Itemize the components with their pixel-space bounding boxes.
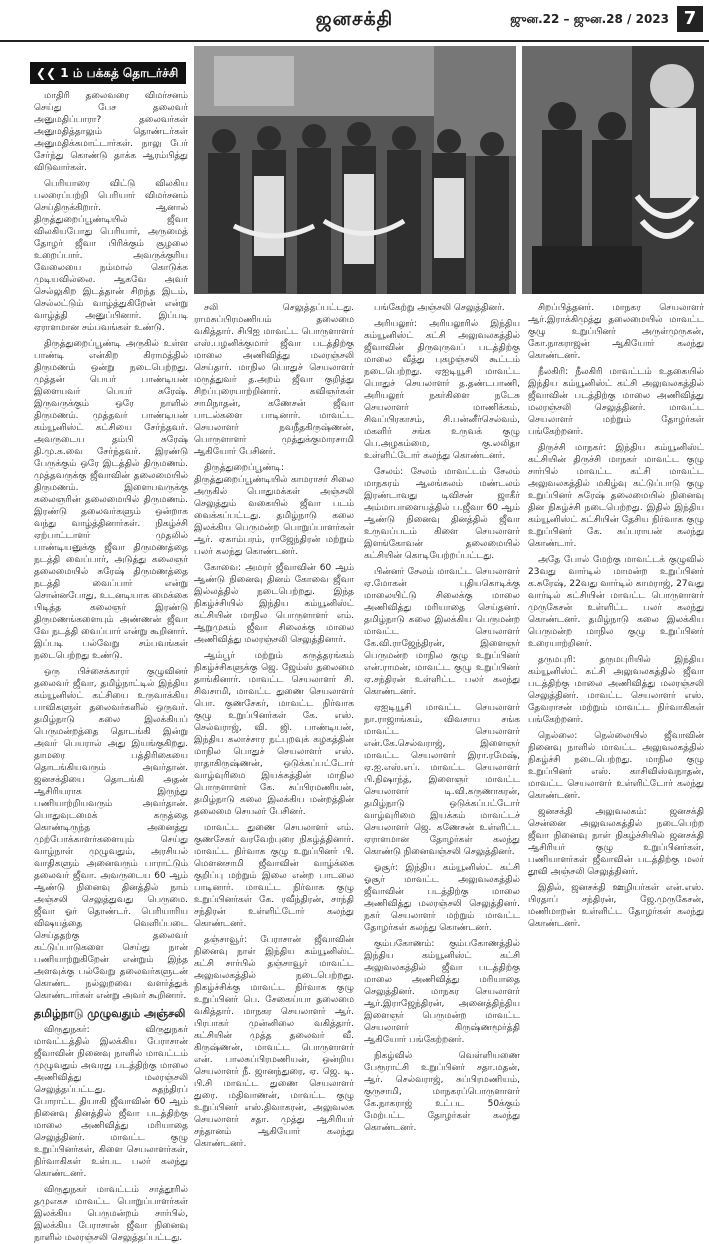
paragraph: நீலகிரி: நீலகிரி மாவட்டம் உதகையில் இந்திய கம்யூனிஸ்ட் கட்சி அலுவலகத்தில் ஜீவாவின் படத்திற்கு மாலை அணிவித்து மலரஞ்சலி செலுத்தினர். மாவட்ட செயலாளர் மற்றும் தோழர்கள் பங்கேற்றனர்.	[528, 367, 704, 437]
paragraph: நிகழ்வில் வெள்ளியணை பேரூராட்சி உறுப்பினர் சதா.மதன், ஆர். செல்வராஜ், சுப்பிரமணியம், குருசாமி, மாநகரப்பொருளாளர் கே.நாகராஜ் உட்பட 50க்கும் மேற்பட்ட தோழர்கள் கலந்து கொண்டனர்.	[364, 1051, 520, 1133]
paragraph: அதே போல் மேற்கு மாவட்டக் குழுவில் 23வது வார்டில் மாமன்ற உறுப்பினர் க.சுரேஷ், 22வது வார்டில் காமராஜ், 27வது வார்டில் கட்சியின் மாவட்ட பொருளாளர் முருகேசன் உள்ளிட்ட பலர் கலந்து கொண்டனர். தமிழ்நாடு கலை இலக்கிய பெருமன்ற மாநில குழு உறுப்பினர் உரையாற்றினர்.	[528, 555, 704, 649]
article-column-3	[364, 302, 520, 1133]
masthead: ஜனசக்தி	[315, 8, 394, 30]
paragraph: நெல்லை: நெல்லையில் ஜீவாவின் நினைவு நாளில் மாவட்ட அலுவலகத்தில் நிகழ்ச்சி நடைபெற்றது. மாநில குழு உறுப்பினர் எஸ். காசிவிஸ்வநாதன், மாவட்ட செயலாளர் உள்ளிட்டோர் கலந்து கொண்டனர்.	[528, 731, 704, 801]
paragraph: ஓசூர்: இந்திய கம்யூனிஸ்ட் கட்சி ஓசூர் மாவட்ட அலுவலகத்தில் ஜீவாவின் படத்திற்கு மாலை அணிவித்து மலரஞ்சலி செலுத்தினர். நகர் செயலாளர் மற்றும் மாவட்ட தோழர்கள் கலந்து கொண்டனர்.	[364, 863, 520, 933]
paragraph: தருமபுரி: தருமபுரியில் இந்திய கம்யூனிஸ்ட் கட்சி அலுவலகத்தில் ஜீவா படத்திற்கு மாலை அணிவித்து மலரஞ்சலி செலுத்தினர். மாவட்ட செயலாளர் எஸ். தேவராசன் மற்றும் மாவட்ட நிர்வாகிகள் பங்கேற்றனர்.	[528, 655, 704, 725]
paragraph: கும்பகோணம்: கும்பகோணத்தில் இந்திய கம்யூனிஸ்ட் கட்சி அலுவலகத்தில் ஜீவா படத்திற்கு மாலை அணிவித்து மரியாதை செலுத்தினர். மாநகர செயலாளர் ஆர்.இராஜேந்திரன், அனைத்திந்திய இளைஞர் பெருமன்ற மாவட்ட செயலாளர் கிருஷ்ணமூர்த்தி ஆகியோர் பங்கேற்றனர்.	[364, 939, 520, 1045]
paragraph: ஒரு பிச்சைக்காரர் குழுவினர் தலைவர் ஜீவா, தமிழ்நாட்டில் இந்திய கம்யூனிஸ்ட் கட்சியை உருவாக்கிய பாவிகளுள் தலைவர்களில் ஒருவர். தமிழ்நாடு கலை இலக்கியப் பெருமன்றத்தை தொடங்கி இன்று அவர் பெயரால் அது இயங்குகிறது. தாமரை பத்திரிகையை தொடங்கியவரும் அவர்தான். ஜனசக்தியை தொடங்கி அதன் ஆசிரியராக இருந்து பணியாற்றியவரும் அவர்தான். பொதுவுடமைக் கருத்தை கொண்டிருந்த அனைத்து முற்போக்காளர்களையும் செய்து வாழ்நாள் முழுவதும், அரசியல் வாதிகளும் அனைவரும் பாராட்டும் தலைவர் ஜீவா. அவருடைய 60 ஆம் ஆண்டு நினைவு தினத்தில் நாம் அஞ்சலி செலுத்துவது பெருமை. ஜீவா ஓர் தொண்டர். பெரியாரிய விஷயத்தை வெளிப்படை செய்ததற்கு தலைவர் கட்டுப்பாடுகளை செய்து நான் பணியாற்றுகிறேன் என்றும் இந்த அளவுக்கு பல்வேறு தலைவர்களுடன் கொண்ட நல்லுறவை வளர்த்துக் கொண்டார்கள் என்று அவர் கூறினார்.	[34, 667, 188, 1001]
paragraph: மாதிரி தலைவரை விமர்சனம் செய்து பேச தலைவர் அனுமதிப்பாரா? தலைவர்கள் அனுமதித்தாலும் தொண்டர்கள் அனுமதிக்கமாட்டார்கள். நாலு பேர் சேர்ந்து கொண்டு தாக்க ஆரம்பித்து விடுவார்கள்.	[34, 91, 188, 173]
paragraph: அரியலூர்: அரியலூரில் இந்திய கம்யூனிஸ்ட் கட்சி அலுவலகத்தில் ஜீவாவின் திருவுருவப் படத்திற்கு மாலை வீத்து புகழஞ்சலி கூட்டம் நடைபெற்றது. ஏஐடியூசி மாவட்ட பொதுச் செயலாளர் த.தண்டபாணி, அரியலூர் நகர்கிளை நடேசு செயலாளர் மாணிக்கம், சிவப்பிரகாசம், சி.பன்னீர்செல்வம், மகளிர் சங்க உருவக் குழு பெ.அழகம்மை, கு.லலிதா உள்ளிட்டோர் கலந்து கொண்டனர்.	[364, 319, 520, 461]
paragraph: இதில், ஜனசக்தி ஊழியர்கள் என்.எஸ். பிரதாப் சந்திரன், ஜே.முருகேசன், மணிமாறன் உள்ளிட்ட தோழர்கள் கலந்து கொண்டனர்.	[528, 883, 704, 929]
paragraph: விருதுநகர் மாவட்டம் சாத்தூரில் தமுஎகச மாவட்ட பொறுப்பாளர்கள் இலக்கிய பெருமன்றம் சார்பில், இலக்கிய பேராசான் ஜீவா நினைவு நாளில் மலரஞ்சலி செலுத்தப்பட்டது.	[34, 1185, 188, 1243]
double-chevron-icon: ❮❮	[36, 66, 57, 80]
header-rule	[0, 40, 709, 42]
section-subheading: தமிழ்நாடு முழுவதும் அஞ்சலி	[34, 1007, 186, 1020]
paragraph: ஆம்பூர் மற்றும் கருத்தரங்கம் நிகழ்ச்சிகளுக்கு ஜெ. ஜேம்ஸ் தலைமை தாங்கினார். மாவட்ட செயலாளர் சி. சிவசாமி, மாவட்ட துணை செயலாளர் பொ. குணசேகர், மாவட்ட நிர்வாக குழு உறுப்பினர்கள் கே. எஸ். செல்வராஜ், வி. ஜி. பாண்டியன், இந்திய கலாச்சார நட்புறவுக் கழகத்தின் மாநில பொதுச் செயலாளர் எஸ். ராதாகிருஷ்ணன், ஒடுக்கப்பட்டோர் வாழ்வுரிமை இயக்கத்தின் மாநில பொருளாளர் கே. சுப்பிரமணியன், தமிழ்நாடு கலை இலக்கிய மன்றத்தின் தலைமை செயலர் பேசினர்.	[194, 651, 354, 817]
article-column-1	[34, 90, 188, 1243]
paragraph: ஏஐடியூசி மாவட்ட செயலாளர் நா.ராஜாங்கம், விவசாய சங்க மாவட்ட செயலாளர் என்.கே.செல்வராஜ், இளைஞர் மாவட்ட செயலாளர் இரா.ரமேஷ், ஏ.ஐ.எஸ்.எப். மாவட்ட செயலாளர் பி.நிஷாந்த், இளைஞர் மாவட்ட செயலாளர் டி.வி.கருணாகரன், தமிழ்நாடு ஒடுக்கப்பட்டோர் வாழ்வுரிமை இயக்கம் மாவட்டச் செயலாளர் ஜெ. கணேசன் உள்ளிட்ட ஏராளமான தோழர்கள் கலந்து கொண்டு நினைவஞ்சலி செலுத்தினர்.	[364, 703, 520, 857]
paragraph: ஜனசக்தி அலுவலகம்: ஜனசக்தி சென்னை அலுவலகத்தில் நடைபெற்ற ஜீவா நினைவு நாள் நிகழ்ச்சியில் ஜனசக்தி ஆசிரியர் குழு உறுப்பினர்கள், பணியாளர்கள் ஜீவாவின் படத்திற்கு மலர் தூவி அஞ்சலி செலுத்தினர்.	[528, 807, 704, 877]
page-number: 7	[677, 6, 703, 32]
paragraph: திருத்துறைப்பூண்டி அருகில் உள்ள பாண்டி என்கிற கிராமத்தில் திருமணம் ஒன்று நடைபெற்றது. முத்தன் பெயர் பாண்டியன் இளையவர் பெயர் சுரேஷ். இருவருக்கும் ஒரே நாளில் திருமணம். முத்தவர் பாண்டியன் கம்யூனிஸ்ட் கட்சியை சேர்ந்தவர். அவருடைய தம்பி சுரேஷ் தி.மு.க.வை சேர்ந்தவர். இரண்டு பேருக்கும் ஒரே இடத்தில் திருமணம். முத்தவருக்கு ஜீவாவின் தலைமையில் திருமணம். இளையவருக்கு கலைஞரின் தலைமையில் திருமணம். இரண்டு தலைவர்களும் ஒன்றாக வந்து வாழ்த்தினார்கள். நிகழ்ச்சி ஏற்பாட்டாளர் முதலில் பாண்டியனுக்கு ஜீவா திருமணத்தை நடத்தி வைப்பார், அடுத்து கலைஞர் தலைமையில் சுரேஷ் திருமணத்தை நடத்தி வைப்பார் என்று சொன்னபோது, உடனடியாக மைக்கை பிடித்த கலைஞர் இரண்டு திருமணங்களையும் அண்ணன் ஜீவா வே நடத்தி வைப்பார் என்று கூறினார். இப்படி பல்வேறு சம்பவங்கள் நடைபெற்றது உண்டு.	[34, 339, 188, 661]
continuation-label	[30, 62, 186, 84]
paragraph: பங்கேற்று அஞ்சலி செலுத்தினர்.	[374, 303, 505, 313]
paragraph: திருத்துறைப்பூண்டி: திருத்துறைப்பூண்டியில் காமராசர் சிலை அருகில் பொதுமக்கள் அஞ்சலி செலுத்தும் வகையில் ஜீவா படம் வைக்கப்பட்டது. தமிழ்நாடு கலை இலக்கிய பெருமன்ற பொறுப்பாளர்கள் ஆர். ஏகாம்பரம், ராஜேந்திரன் மற்றும் பலர் கலந்து கொண்டனர்.	[194, 463, 354, 557]
paragraph: பெரியாரை விட்டு விலகிய பலரைப்பற்றி பெரியார் விமர்சனம் செய்திருக்கிறார். ஆனால் திருத்துறைப்பூண்டியில் ஜீவா விலகியபோது பெரியார், அருமைத் தோழர் ஜீவா பிரிக்கும் சூழலை உறைப்பார். அவருக்குரிய வேலையை நம்மால் கொடுக்க முடியவில்லை. ஆகவே அவர் செல்லுகிற இடத்தான் சிறந்த இடம், செல்லட்டும் வாழ்த்துகிறேன் என்று வாழ்த்தி அனுப்பினார். இப்படி ஏராளமான சம்பவங்கள் உண்டு.	[34, 179, 188, 333]
paragraph: கோவை: அமரர் ஜீவாவின் 60 ஆம் ஆண்டு நினைவு தினம் கோவை ஜீவா இல்லத்தில் நடைபெற்றது. இந்த நிகழ்ச்சியில் இந்திய கம்யூனிஸ்ட் கட்சியின் மாநில பொருளாளர் எம். ஆறுமுகம் ஜீவா சிலைக்கு மாலை அணிவித்து மலரஞ்சலி செலுத்தினார்.	[194, 563, 354, 645]
paragraph: சலி செலுத்தப்பட்டது. ராமசுப்பிரமணியம் தலைமை வகித்தார். சிபிஐ மாவட்ட பொருளாளர் எஸ்.பழனிக்குமார் ஜீவா படத்திற்கு மாலை அணிவித்து மலரஞ்சலி செய்தார். மாநில பொதுச் செயலாளர் மருத்துவர் த.அறம் ஜீவா குறித்து சிறப்புரையாற்றினார். கவிஞர்கள் சாமிநாதன், கணேசன் ஜீவா பாடல்களை பாடினார். மாவட்ட செயலாளர் நவநீதகிருஷ்ணன், பொருளாளர் முத்துக்குமாரசாமி ஆகியோர் பேசினர்.	[194, 303, 354, 457]
event-photo-garlanding	[522, 46, 704, 294]
page-header	[0, 0, 709, 40]
event-photo-procession	[194, 46, 516, 294]
paragraph: திருச்சி மாநகர்: இந்திய கம்யூனிஸ்ட் கட்சியின் திருச்சி மாநகர் மாவட்ட குழு சார்பில் மாவட்ட கட்சி மாவட்ட அலுவலகத்தில் மகிழ்வு கட்டுப்பாடு குழு உறுப்பினர் சுரேஷ் தலைமையில் நினைவு தின நிகழ்ச்சி நடைபெற்றது. இதில் இந்திய கம்யூனிஸ்ட் கட்சியின் தேசிய நிர்வாக குழு உறுப்பினர் கே. சுப்பராயன் கலந்து கொண்டார்.	[528, 443, 704, 549]
article-column-2	[194, 302, 354, 1149]
paragraph: மாவட்ட துணை செயலாளர் எம். குணசேகர் வரவேற்புரை நிகழ்த்தினார். மாவட்ட நிர்வாக குழு உறுப்பினர் பி. மௌனசாமி ஜீவாவின் வாழ்க்கை குறிப்பு மற்றும் இலை என்ற பாடலை பாடினார். மாவட்ட நிர்வாக குழு உறுப்பினர்கள் கே. ரவீந்திரன், சாந்தி சந்திரன் உள்ளிட்டோர் கலந்து கொண்டனர்.	[194, 823, 354, 929]
paragraph: சிறப்பித்தனர். மாநகர செயலாளர் ஆர்.இராக்கிமுத்து தலைமையில் மாவட்ட குழு உறுப்பினர் அருள்முருகன், கோ.நாகராஜன் ஆகியோர் கலந்து கொண்டனர்.	[528, 303, 704, 361]
article-column-4	[528, 302, 704, 1042]
continuation-text: 1 ம் பக்கத் தொடர்ச்சி	[60, 66, 179, 80]
issue-dates: ஜுன.22 – ஜுன.28 / 2023	[510, 12, 669, 26]
paragraph: பின்னர் சேலம் மாவட்ட செயலாளர் ஏ.மோகன் புதியகொடிக்கு மாலையிட்டு சிலைக்கு மாலை அணிவித்து மரியாதை செய்தனர். தமிழ்நாடு கலை இலக்கிய பெருமன்ற மாவட்ட செயலாளர் கே.வி.ராஜேந்திரன், இளைஞர் பெருமன்ற மாநில குழு உறுப்பினர் என்.ராமன், மாவட்ட குழு உறுப்பினர் ஏ.சந்திரன் உள்ளிட்ட பலர் கலந்து கொண்டனர்.	[364, 567, 520, 697]
paragraph: சேலம்: சேலம் மாவட்டம் சேலம் மாநகரம் ஆலங்கலம் மண்டலம் இரண்டாவது டிவிசன் ஜாகீர் அம்மாபாளையத்தில் ப.ஜீவா 60 ஆம் ஆண்டு நினைவு தினத்தில் ஜீவா உருவப்படம் கிளை செயலாளர் இளங்கோவன் தலைமையில் கட்சியின் கொடியேற்றப்பட்டது.	[364, 467, 520, 561]
paragraph: தஞ்சாவூர்: பேராசான் ஜீவாவின் நினைவு நாள் இந்திய கம்யூனிஸ்ட் கட்சி சார்பில் தஞ்சாவூர் மாவட்ட அலுவலகத்தில் நடைபெற்றது. நிகழ்ச்சிக்கு மாவட்ட நிர்வாக குழு உறுப்பினர் பெ. சேகைய்யா தலைமை வகித்தார். மாநகர செயலாளர் ஆர். பிரபாகர் முன்னிலை வகித்தார். கட்சியின் முத்த தலைவர் வீ. கிருஷ்ணன், மாவட்ட பொருளாளர் என். பாலசுப்பிரமணியன், ஒன்றிய செயலாளர் நீ. ஜானந்துரை, ஏ. ஜெ. டி. பி.சி மாவட்ட துணை செயலாளர் துரை. மதிவாணன், மாவட்ட குழு உறுப்பினர் எஸ்.திவாகரன், அலுவலக செயலாளர் சதா. முத்து ஆசிரியர் சந்தானம் ஆகியோர் கலந்து கொண்டனர்.	[194, 935, 354, 1149]
paragraph: விருதுநகர்: விருதுநகர் மாவட்டத்தில் இலக்கிய பேராசான் ஜீவாவின் நினைவு நாளில் மாவட்டம் முழுவதும் அவரது படத்திற்கு மாலை அணிவித்து மலரஞ்சலி செலுத்தப்பட்டது. சுதந்திரப் போராட்ட தியாகி ஜீவாவின் 60 ஆம் நினைவு தினத்தில் ஜீவா படத்திற்கு மாலை அணிவித்து மரியாதை செலுத்தினர். மாவட்ட குழு உறுப்பினர்கள், கிளை செயலாளர்கள், நிர்வாகிகள் உள்பட பலர் கலந்து கொண்டனர்.	[34, 1025, 188, 1179]
